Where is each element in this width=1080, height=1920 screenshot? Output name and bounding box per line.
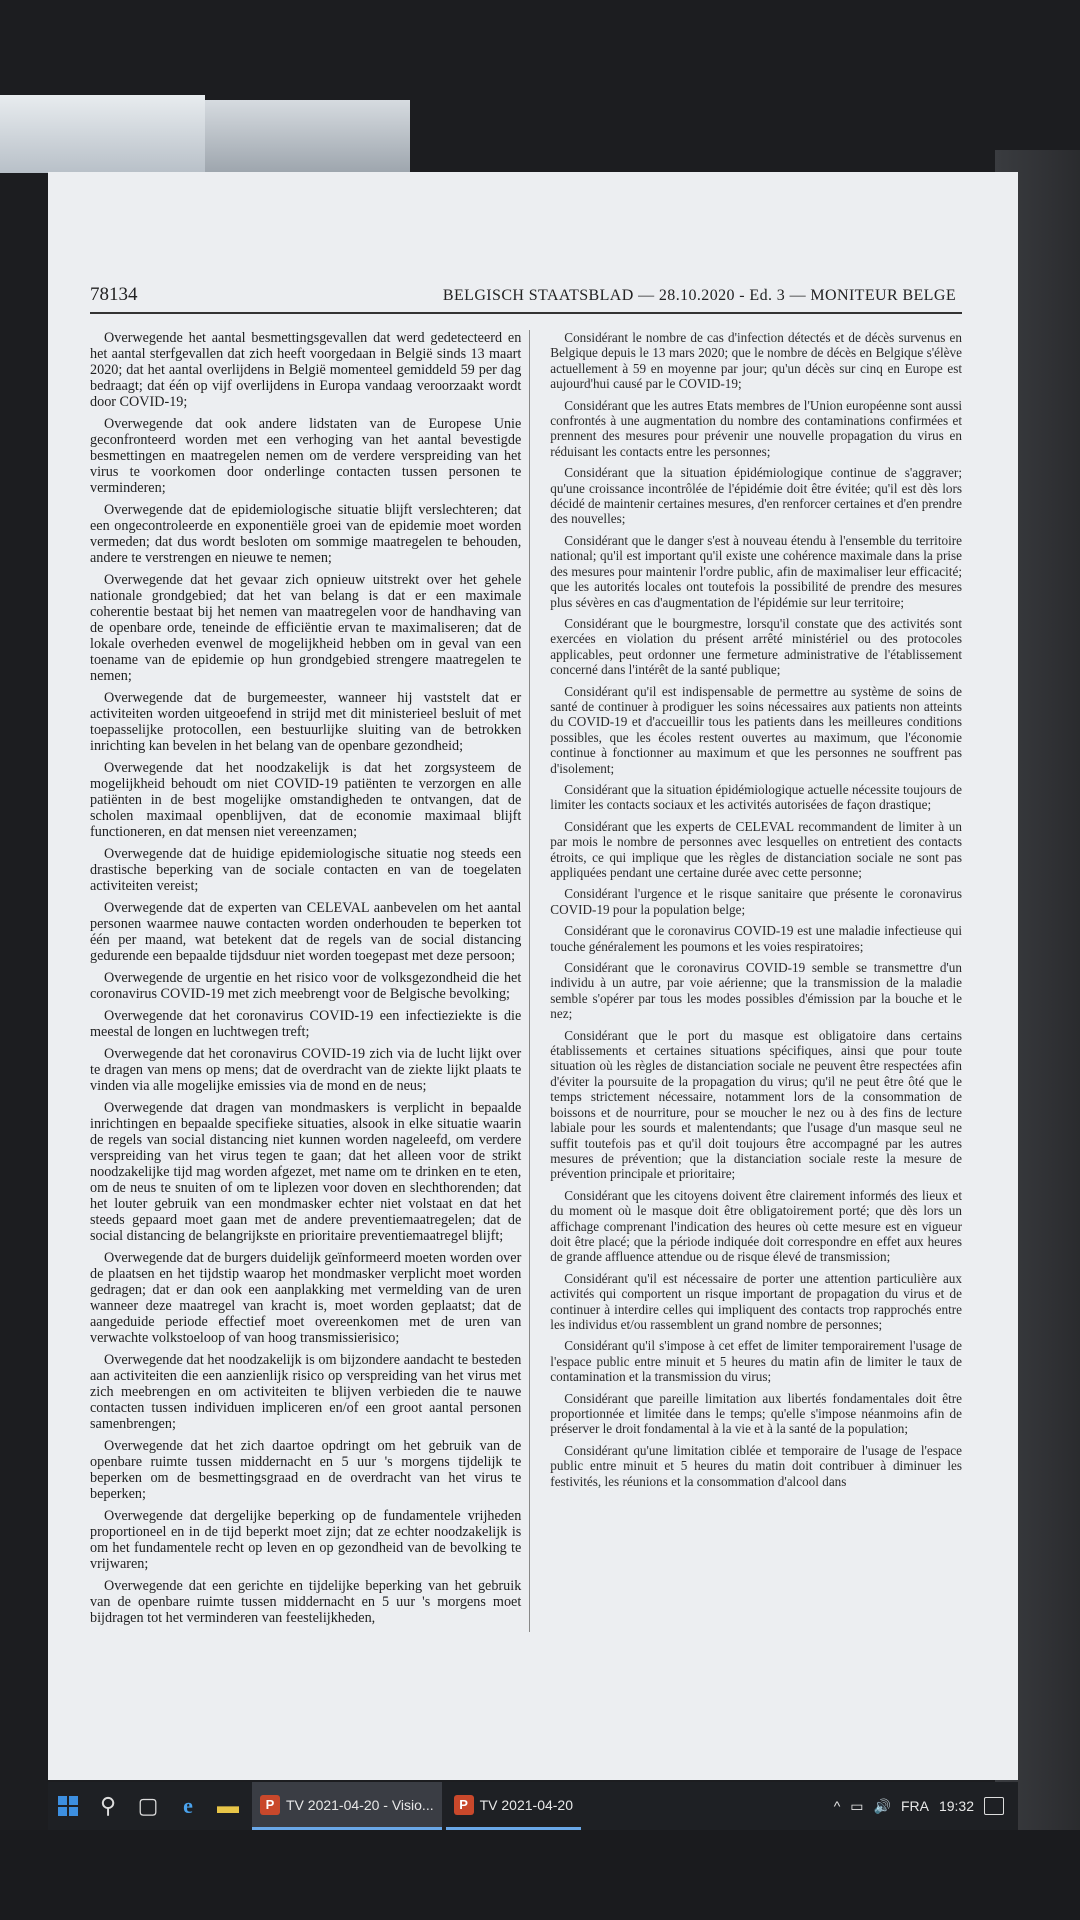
gazette-title: BELGISCH STAATSBLAD — 28.10.2020 - Ed. 3 — MONITEUR BELGE xyxy=(442,287,956,304)
dutch-paragraph: Overwegende dat het coronavirus COVID-19 zich via de lucht lijkt over te dragen van mens op mens; dat de overdracht van de ziekte lijkt plaats te vinden via alle mogelijke emissies via de mond en de neus; xyxy=(90,1046,522,1094)
french-paragraph: Considérant que le coronavirus COVID-19 est une maladie infectieuse qui touche généralement les poumons et les voies respiratoires; xyxy=(550,923,962,954)
french-paragraph: Considérant le nombre de cas d'infection détectés et de décès survenus en Belgique depuis le 13 mars 2020; que le nombre de décès en Belgique s'élève actuellement à 59 en moyenne par jour; qu'un décès sur cinq en Europe est aujourd'hui causé par le COVID-19; xyxy=(550,330,962,392)
french-column xyxy=(550,330,962,1632)
french-paragraph: Considérant que la situation épidémiologique actuelle nécessite toujours de limiter les contacts sociaux et les activités autorisées de façon drastique; xyxy=(550,781,962,813)
volume-icon[interactable]: 🔊 xyxy=(873,1797,891,1814)
page-number: 78134 xyxy=(90,284,138,305)
two-column-text xyxy=(90,330,962,1632)
taskbar-app-tv[interactable] xyxy=(446,1782,581,1830)
dutch-paragraph: Overwegende dat de huidige epidemiologische situatie nog steeds een drastische beperking van de sociale contacten en van de toegelaten activiteiten vereist; xyxy=(90,846,522,894)
french-paragraph: Considérant qu'une limitation ciblée et temporaire de l'usage de l'espace public entre minuit et 5 heures du matin doit contribuer à diminuer les festivités, les réunions et la consommation d'alcool dans xyxy=(550,1442,962,1489)
french-paragraph: Considérant qu'il est nécessaire de porter une attention particulière aux activités qui comportent un risque important de propagation du virus et de continuer à interdire celles qui impliquent des contacts trop rapprochés entre les individus et/ou rassemblent un grand nombre de personnes; xyxy=(550,1270,962,1332)
french-paragraph: Considérant que le danger s'est à nouveau étendu à l'ensemble du territoire national; qu'il est important qu'il existe une cohérence maximale dans la prise des mesures pour maintenir l'ordre public, afin de maximaliser leur efficacité; que les autorités locales ont toutefois la possibilité de prendre des mesures plus sévères en cas d'augmentation de l'épidémie sur leur territoire; xyxy=(550,532,962,610)
taskbar-app-visio[interactable] xyxy=(252,1782,442,1830)
dutch-paragraph: Overwegende dat het gevaar zich opnieuw uitstrekt over het gehele nationale grondgebied; dat het van belang is dat er een maximale coherentie bestaat bij het nemen van maatregelen voor de handhaving van de openbare orde, teneinde de efficiëntie ervan te maximaliseren; dat de lokale overheden evenwel de mogelijkheid hebben om in geval van een toename van de epidemie op hun grondgebied strengere maatregelen te nemen; xyxy=(90,572,522,684)
dutch-paragraph: Overwegende dat de experten van CELEVAL aanbevelen om het aantal personen waarmee nauwe contacten worden onderhouden te beperken tot één per maand, wat betekent dat de regels van de social distancing gedurende een bepaalde tijdsduur niet worden toegepast met deze persoon; xyxy=(90,900,522,964)
windows-logo-icon xyxy=(58,1796,78,1816)
dutch-paragraph: Overwegende dat de burgemeester, wanneer hij vaststelt dat er activiteiten worden uitgeoefend in strijd met dit ministerieel besluit of met toepasselijke protocollen, een bestuurlijke sluiting van de betrokken inrichting kan bevelen in het belang van de openbare gezondheid; xyxy=(90,690,522,754)
french-paragraph: Considérant que le port du masque est obligatoire dans certains établissements et certaines situations spécifiques, ainsi que pour toute situation où les règles de distanciation sociale ne peuvent être respectées afin d'éviter la poursuite de la propagation du virus; qu'il ne peut être ôté que le temps strictement nécessaire, notamment lors de la consommation de boissons et de nourriture, pour se moucher le nez ou à des fins de lecture labiale pour les sourds et malentendants; que l'usage d'un masque seul ne suffit toutefois pas et qu'il doit toujours être accompagné par les autres mesures de prévention; que la distanciation sociale reste la mesure de prévention principale et prioritaire; xyxy=(550,1027,962,1182)
taskbar-app-label: TV 2021-04-20 xyxy=(479,1796,574,1813)
french-paragraph: Considérant que les experts de CELEVAL recommandent de limiter à un par mois le nombre de personnes avec lesquelles on entretient des contacts étroits, ce qui implique que les règles de distanciation sociale ne sont pas appliquées pendant une certaine durée avec cette personne; xyxy=(550,818,962,880)
file-explorer-icon[interactable]: ▬ xyxy=(217,1793,239,1818)
page-header xyxy=(90,284,962,314)
dutch-paragraph: Overwegende dat dergelijke beperking op de fundamentele vrijheden proportioneel en in de tijd beperkt moet zijn; dat ze echter noodzakelijk is om het fundamentele recht op leven en op gezondheid van de bevolking te vrijwaren; xyxy=(90,1508,522,1572)
clock[interactable]: 19:32 xyxy=(938,1798,974,1814)
monitor-bezel-bottom xyxy=(0,1830,1080,1920)
dutch-paragraph: Overwegende dat het noodzakelijk is om bijzondere aandacht te besteden aan activiteiten die een aanzienlijk risico op verspreiding van het virus met zich meebrengen en om activiteiten te blijven verbieden die te nauwe contacten tussen individuen impliceren en/of een groot aantal personen samenbrengen; xyxy=(90,1352,522,1432)
notification-icon[interactable] xyxy=(984,1797,1004,1815)
windows-taskbar xyxy=(48,1782,1018,1830)
document-viewer xyxy=(48,172,1018,1780)
dutch-paragraph: Overwegende dat het noodzakelijk is dat het zorgsysteem de mogelijkheid behoudt om niet COVID-19 patiënten te verzorgen en alle patiënten in de best mogelijke omstandigheden te ontvangen, dat de scholen maximaal openblijven, dat de economie maximaal blijft functioneren, en dat mensen niet vereenzamen; xyxy=(90,760,522,840)
dutch-paragraph: Overwegende het aantal besmettingsgevallen dat werd gedetecteerd en het aantal sterfgevallen dat zich heeft voorgedaan in België sinds 13 maart 2020; dat het aantal overlijdens in België momenteel gemiddeld 59 per dag bedraagt; dat één op vijf overlijdens in Europa vandaag veroorzaakt wordt door COVID-19; xyxy=(90,330,522,410)
dutch-paragraph: Overwegende dat een gerichte en tijdelijke beperking van het gebruik van de openbare ruimte tussen middernacht en 5 uur 's morgens moet bijdragen tot het verminderen van feestelijkheden, xyxy=(90,1578,522,1626)
french-paragraph: Considérant que les citoyens doivent être clairement informés des lieux et du moment où le masque doit être obligatoirement porté; que dès lors un affichage comprenant l'indication des heures où cette mesure est en vigueur doit être placé; que la période indiquée doit correspondre en effet aux heures de grande affluence attendue ou de risque élevé de transmission; xyxy=(550,1187,962,1265)
dutch-paragraph: Overwegende dat dragen van mondmaskers is verplicht in bepaalde inrichtingen en bepaalde specifieke situaties, alsook in elke situatie waarin de regels van social distancing niet kunnen worden nageleefd, om verdere verspreiding van het virus tegen te gaan; dat het alleen voor de strikt noodzakelijke tijd mag worden afgezet, met name om te drinken en te eten, om de neus te snuiten of om te liplezen voor doven en slechthorenden; dat het louter gebruik van een mondmasker echter niet volstaat en dat het steeds gepaard moet gaan met de andere preventiemaatregelen; dat de social distancing de belangrijkste en prioritaire preventiemaatregel blijft; xyxy=(90,1100,522,1244)
background-glare xyxy=(205,100,410,172)
task-view-icon[interactable]: ▢ xyxy=(137,1793,159,1818)
start-button[interactable] xyxy=(48,1782,88,1830)
french-paragraph: Considérant qu'il s'impose à cet effet de limiter temporairement l'usage de l'espace public entre minuit et 5 heures du matin afin de limiter le taux de contamination et la transmission du virus; xyxy=(550,1338,962,1385)
dutch-paragraph: Overwegende dat het zich daartoe opdringt om het gebruik van de openbare ruimte tussen middernacht en 5 uur 's morgens tijdelijk te beperken om de besmettingsgraad en de overdracht van het virus te beperken; xyxy=(90,1438,522,1502)
document-page xyxy=(90,284,962,1632)
dutch-paragraph: Overwegende dat de burgers duidelijk geïnformeerd moeten worden over de plaatsen en het tijdstip waarop het mondmasker verplicht moet worden gedragen; dat er dan ook een aanplakking met vermelding van de uren wanneer deze maatregel van kracht is, moet worden geplaatst; dat de aangeduide periode effectief moet overeenkomen met de uren van verwachte volkstoeloop of van hoog transmissierisico; xyxy=(90,1250,522,1346)
dutch-column xyxy=(90,330,530,1632)
network-icon[interactable]: ▭ xyxy=(850,1797,864,1814)
french-paragraph: Considérant que pareille limitation aux libertés fondamentales doit être proportionnée et limitée dans le temps; qu'elle s'impose néanmoins afin de préserver le droit fondamental à la vie et à la santé de la population; xyxy=(550,1390,962,1437)
powerpoint-icon: P xyxy=(260,1795,280,1815)
dutch-paragraph: Overwegende dat het coronavirus COVID-19 een infectieziekte is die meestal de longen en luchtwegen treft; xyxy=(90,1008,522,1040)
edge-icon[interactable]: e xyxy=(183,1793,193,1818)
french-paragraph: Considérant qu'il est indispensable de permettre au système de soins de santé de continuer à prodiguer les soins nécessaires aux patients non atteints du COVID-19 et d'accueillir tous les patients dans les meilleures conditions possibles, que les écoles restent ouvertes au maximum, que l'économie continue à fonctionner au maximum et que les personnes ne souffrent pas d'isolement; xyxy=(550,683,962,776)
french-paragraph: Considérant que les autres Etats membres de l'Union européenne sont aussi confrontés à une augmentation du nombre des contaminations confirmées et prennent des mesures pour prévenir une nouvelle propagation du virus en réduisant les contacts entre les personnes; xyxy=(550,397,962,459)
system-tray xyxy=(834,1797,1018,1815)
dutch-paragraph: Overwegende dat ook andere lidstaten van de Europese Unie geconfronteerd worden met een verhoging van het aantal bevestigde besmettingen en maatregelen nemen om de verdere verspreiding van het virus te voorkomen door onderlinge contacten tussen personen te verminderen; xyxy=(90,416,522,496)
french-paragraph: Considérant que le coronavirus COVID-19 semble se transmettre d'un individu à un autre, par voie aérienne; que la transmission de la maladie semble s'opérer par tous les modes possibles d'émission par la bouche et le nez; xyxy=(550,960,962,1022)
background-glare xyxy=(0,95,205,173)
french-paragraph: Considérant que la situation épidémiologique continue de s'aggraver; qu'une croissance incontrôlée de l'épidémie doit être évitée; qu'il est dès lors décidé de maintenir certaines mesures, d'en renforcer certaines et d'en prendre des nouvelles; xyxy=(550,465,962,527)
french-paragraph: Considérant que le bourgmestre, lorsqu'il constate que des activités sont exercées en violation du présent arrêté ministériel ou des protocoles applicables, peut ordonner une fermeture administrative de l'établissement concerné dans l'intérêt de la santé publique; xyxy=(550,615,962,678)
dutch-paragraph: Overwegende dat de epidemiologische situatie blijft verslechteren; dat een ongecontroleerde en exponentiële groei van de epidemie moet worden vermeden; dat dus wordt besloten om sommige maatregelen te behouden, andere te verstrengen en nieuwe te nemen; xyxy=(90,502,522,566)
french-paragraph: Considérant l'urgence et le risque sanitaire que présente le coronavirus COVID-19 pour la population belge; xyxy=(550,886,962,917)
language-indicator[interactable]: FRA xyxy=(900,1798,929,1814)
dutch-paragraph: Overwegende de urgentie en het risico voor de volksgezondheid die het coronavirus COVID-19 met zich meebrengt voor de Belgische bevolking; xyxy=(90,970,522,1002)
taskbar-app-label: TV 2021-04-20 - Visio... xyxy=(286,1796,434,1813)
search-icon[interactable]: ⚲ xyxy=(99,1793,117,1818)
powerpoint-icon: P xyxy=(454,1795,474,1815)
show-hidden-icons[interactable]: ^ xyxy=(833,1798,841,1814)
